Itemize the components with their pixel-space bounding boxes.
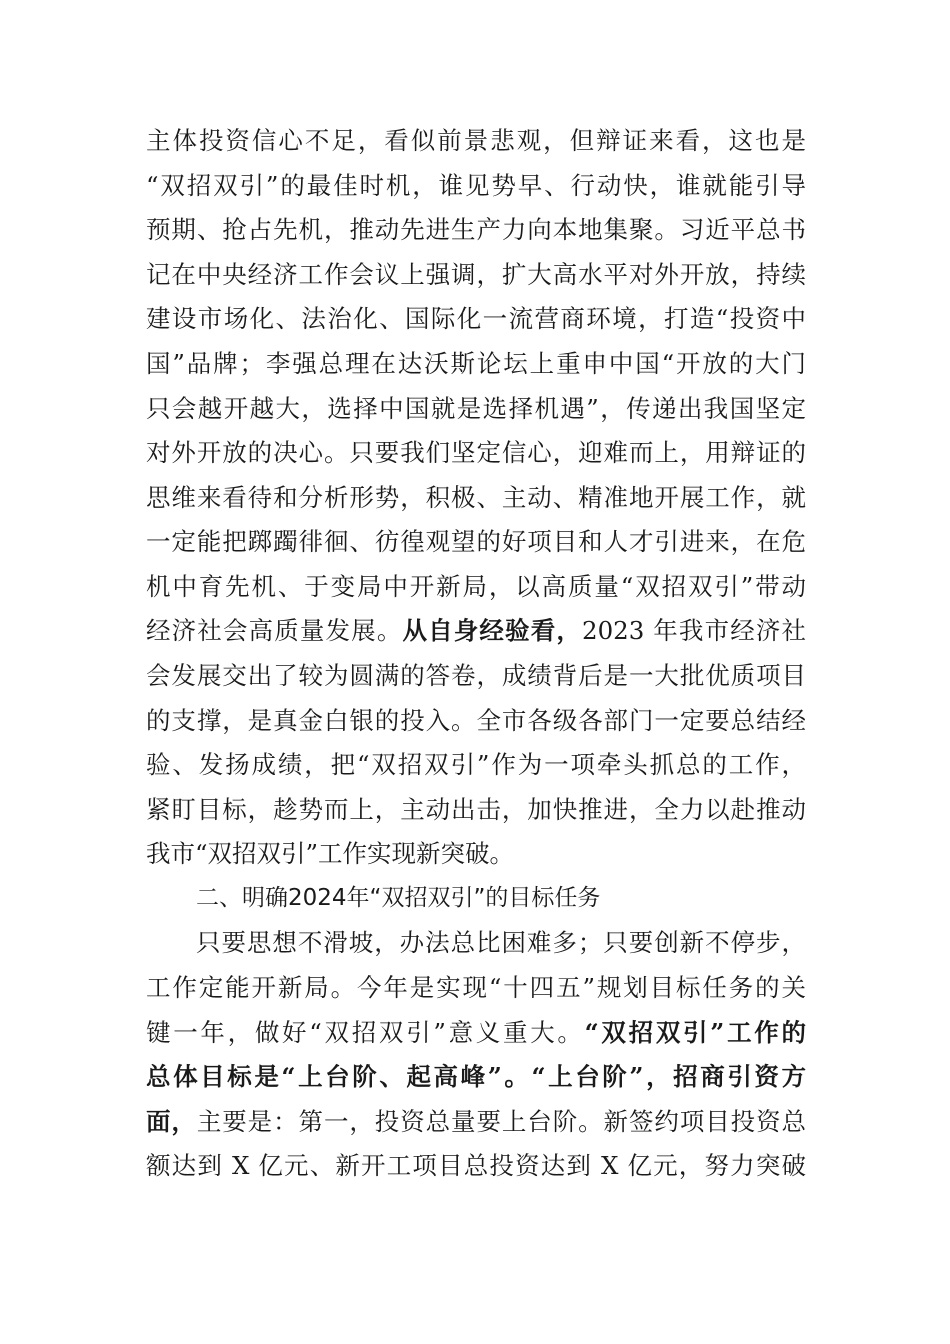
section-heading: 二、明确2024年“双招双引”的目标任务 (196, 885, 601, 911)
body-line (146, 1054, 806, 1099)
body-line: 工作定能开新局。今年是实现“十四五”规划目标任务的关 (146, 973, 806, 1002)
body-line: 主体投资信心不足，看似前景悲观，但辩证来看，这也是 (146, 126, 806, 155)
bold-emphasis: 从自身经验看， (402, 616, 582, 645)
body-line: 会发展交出了较为圆满的答卷，成绩背后是一大批优质项目 (146, 661, 806, 690)
body-line: “双招双引”的最佳时机，谁见势早、行动快，谁就能引导 (146, 171, 806, 200)
bold-emphasis: “双招双引”工作的 (584, 1018, 806, 1047)
body-line: 紧盯目标，趁势而上，主动出击，加快推进，全力以赴推动 (146, 795, 806, 824)
body-line: 一定能把踯躅徘徊、彷徨观望的好项目和人才引进来，在危 (146, 527, 806, 556)
body-line: 只要思想不滑坡，办法总比困难多；只要创新不停步， (196, 928, 806, 957)
body-line: 建设市场化、法治化、国际化一流营商环境，打造“投资中 (146, 304, 806, 333)
body-line: 记在中央经济工作会议上强调，扩大高水平对外开放，持续 (146, 260, 806, 289)
body-line: 对外开放的决心。只要我们坚定信心，迎难而上，用辩证的 (146, 438, 806, 467)
body-text: 键一年，做好“双招双引”意义重大。 (146, 1018, 585, 1047)
body-line (146, 1099, 806, 1144)
bold-emphasis: 面， (146, 1107, 197, 1136)
body-line: 验、发扬成绩，把“双招双引”作为一项牵头抓总的工作， (146, 750, 806, 779)
body-text: 经济社会高质量发展。 (146, 616, 403, 645)
body-text: 主要是：第一，投资总量要上台阶。新签约项目投资总 (196, 1107, 807, 1136)
body-line: 机中育先机、于变局中开新局，以高质量“双招双引”带动 (146, 572, 806, 601)
body-line (146, 608, 806, 653)
body-line: 的支撑，是真金白银的投入。全市各级各部门一定要总结经 (146, 706, 806, 735)
body-line: 国”品牌；李强总理在达沃斯论坛上重申中国“开放的大门 (146, 349, 806, 378)
body-line: 只会越开越大，选择中国就是选择机遇”，传递出我国坚定 (146, 394, 806, 423)
body-line: 我市“双招双引”工作实现新突破。 (146, 839, 515, 868)
body-line: 额达到 X 亿元、新开工项目总投资达到 X 亿元，努力突破 (146, 1151, 806, 1180)
body-line: 预期、抢占先机，推动先进生产力向本地集聚。习近平总书 (146, 215, 806, 244)
body-line: 思维来看待和分析形势，积极、主动、精准地开展工作，就 (146, 483, 806, 512)
body-line (146, 1010, 806, 1055)
bold-emphasis: 总体目标是“上台阶、起高峰”。“上台阶”，招商引资方 (146, 1062, 806, 1091)
body-text: 2023 年我市经济社 (582, 616, 807, 645)
